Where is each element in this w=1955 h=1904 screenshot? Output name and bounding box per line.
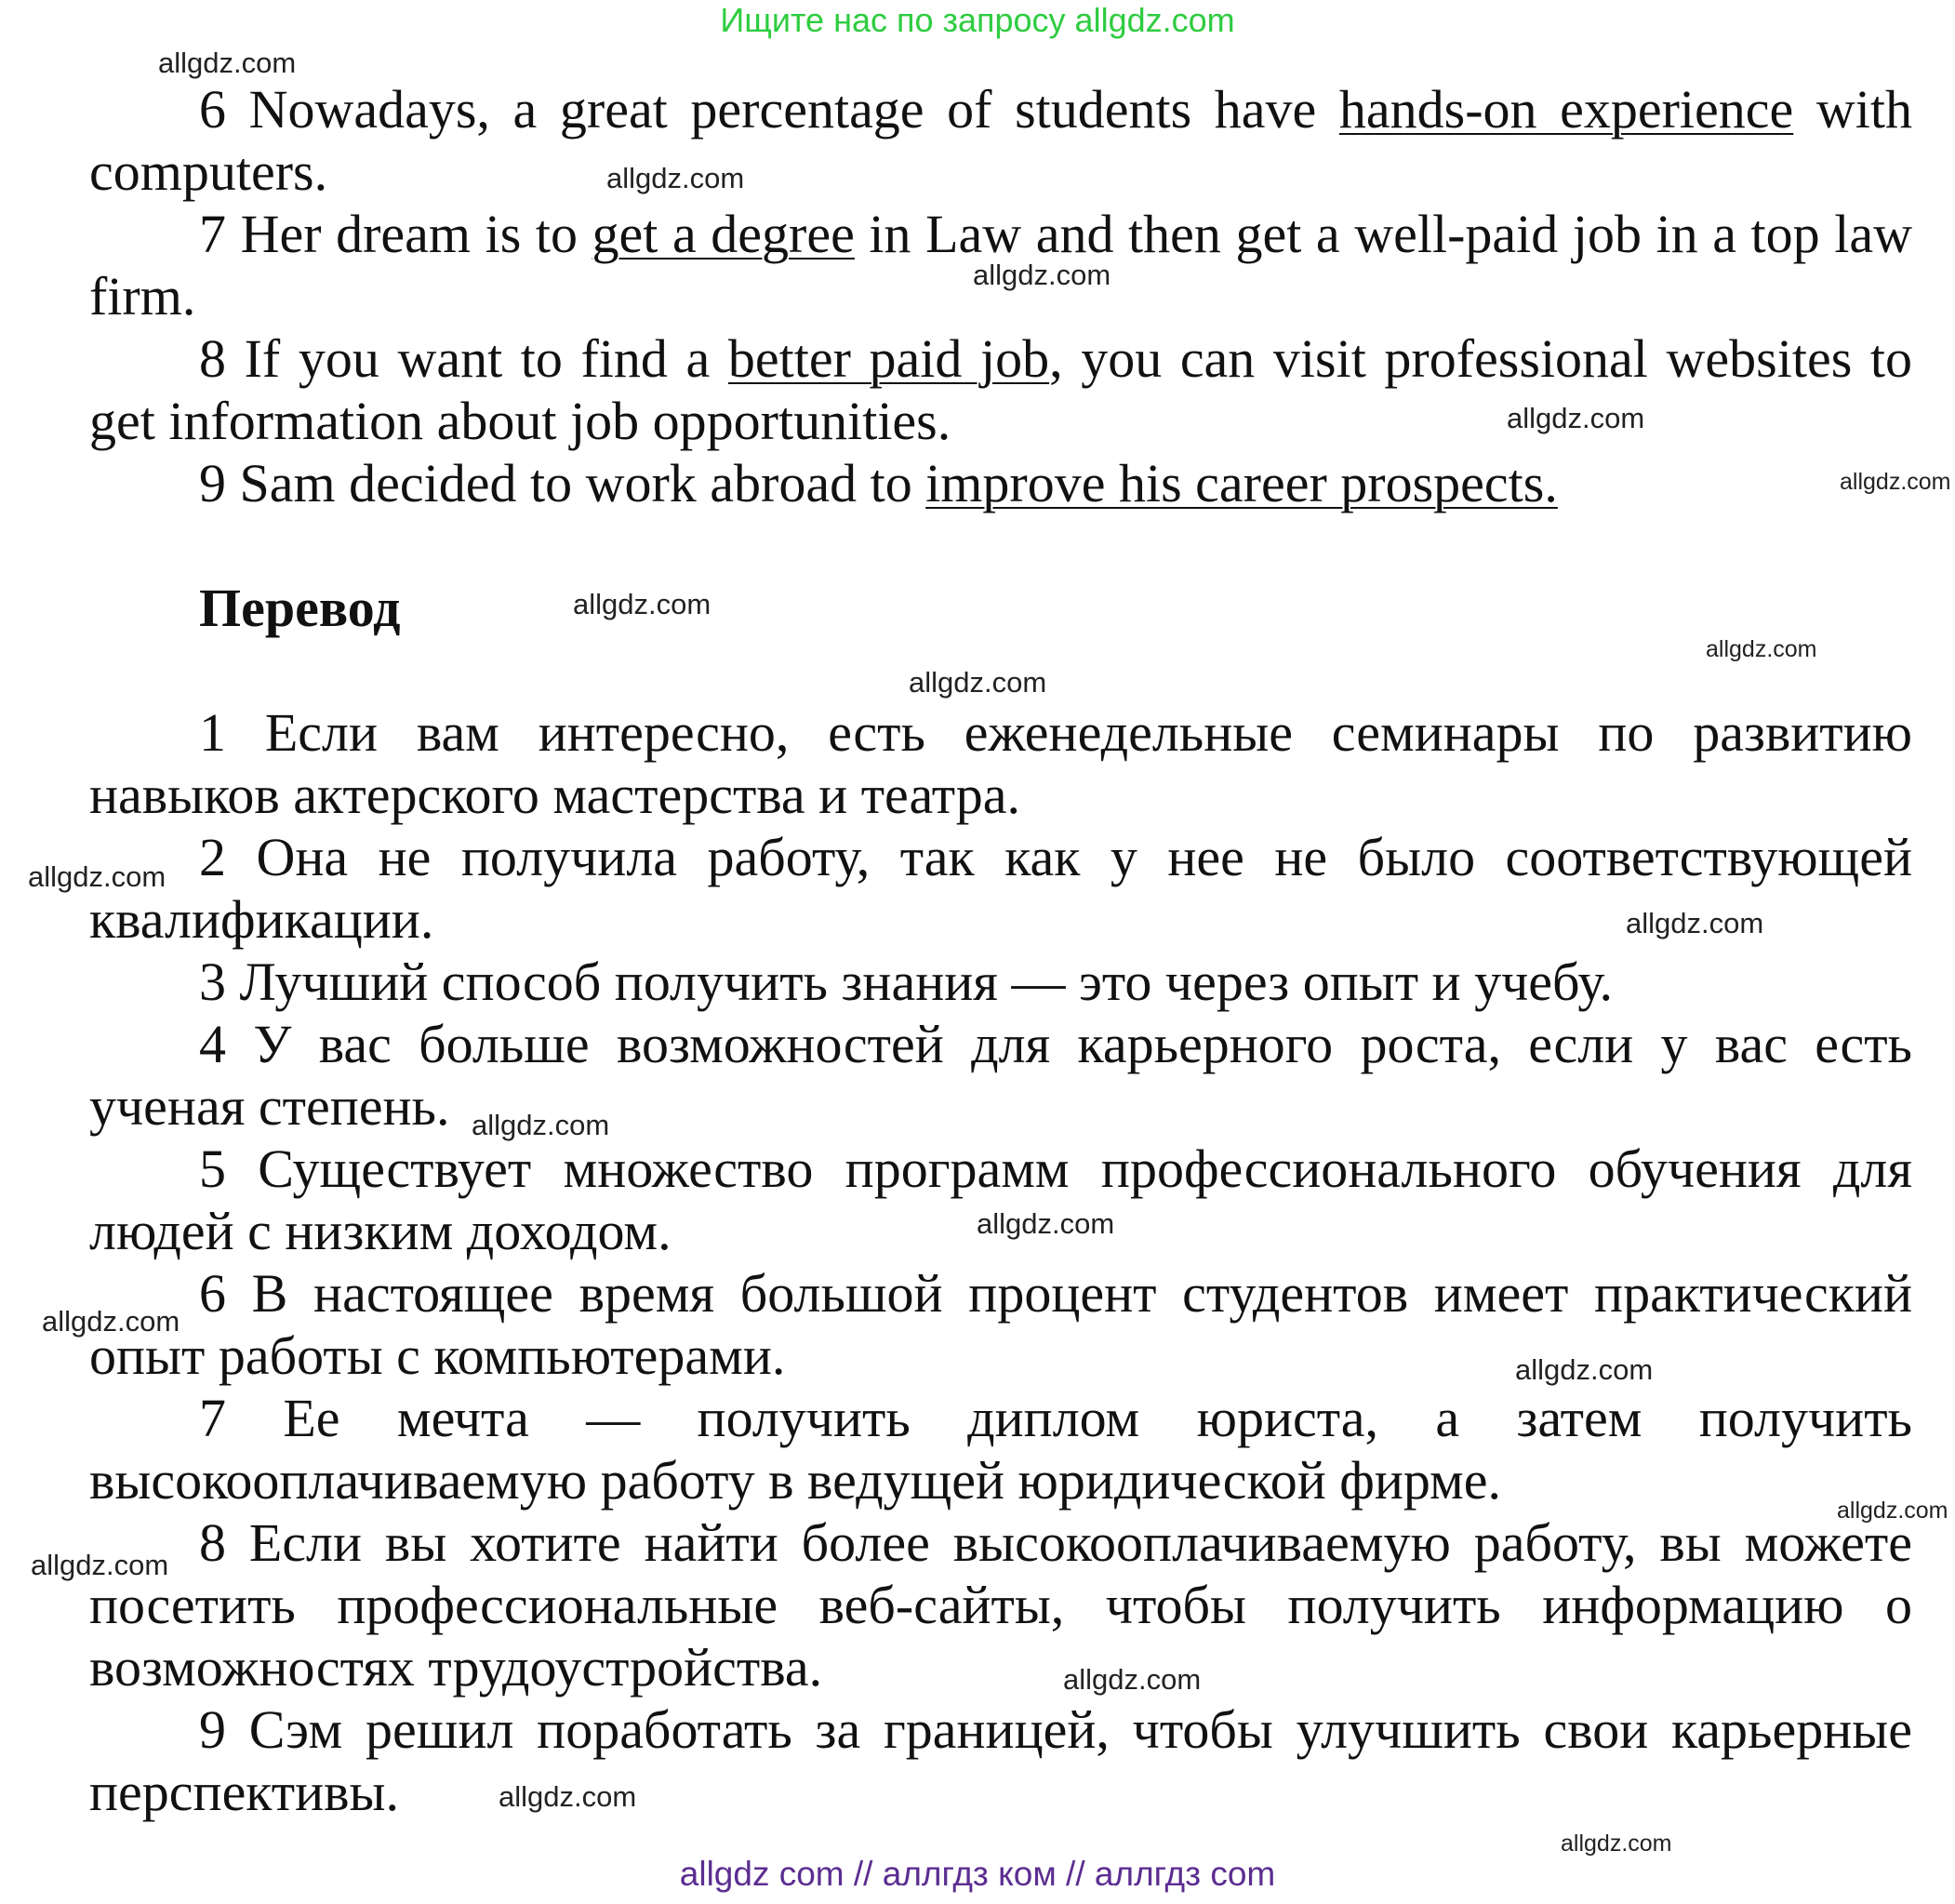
translation-sentence-7: 7 Ее мечта — получить диплом юриста, а затем получить высокооплачиваемую работу в ведущей юридической фирме. — [89, 1388, 1912, 1511]
watermark: allgdz.com — [909, 666, 1047, 699]
underlined-phrase: better paid job — [727, 328, 1050, 389]
watermark: allgdz.com — [28, 860, 166, 893]
bottom-banner-link[interactable]: allgdz com // аллгдз ком // аллгдз com — [679, 1855, 1276, 1893]
english-sentence-7: 7 Her dream is to get a degree in Law and then get a well-paid job in a top law firm. — [89, 204, 1912, 326]
watermark: allgdz.com — [42, 1305, 180, 1338]
document-body — [89, 78, 1912, 1823]
watermark: allgdz.com — [1507, 402, 1645, 434]
watermark: allgdz.com — [1515, 1353, 1654, 1386]
watermark: allgdz.com — [1561, 1831, 1672, 1857]
watermark: allgdz.com — [573, 588, 712, 620]
english-sentence-6: 6 Nowadays, a great percentage of students have hands-on experience with computers. — [89, 79, 1913, 202]
translation-sentence-6: 6 В настоящее время большой процент студентов имеет практический опыт работы с компьютерами. — [89, 1263, 1912, 1386]
watermark: allgdz.com — [158, 47, 297, 79]
translation-sentence-3: 3 Лучший способ получить знания — это через опыт и учебу. — [199, 952, 1614, 1012]
watermark: allgdz.com — [973, 259, 1111, 291]
translation-list — [89, 701, 1912, 1823]
watermark: allgdz.com — [977, 1207, 1115, 1240]
translation-sentence-5: 5 Существует множество программ профессионального обучения для людей с низким доходом. — [89, 1138, 1912, 1261]
watermark: allgdz.com — [1063, 1663, 1202, 1696]
underlined-phrase: hands-on experience — [1338, 79, 1794, 140]
watermark: allgdz.com — [499, 1780, 637, 1813]
watermark: allgdz.com — [31, 1549, 169, 1581]
bottom-banner — [0, 1854, 1955, 1895]
top-banner — [0, 0, 1955, 41]
top-banner-link[interactable]: Ищите нас по запросу allgdz.com — [720, 1, 1235, 39]
english-sentence-9: 9 Sam decided to work abroad to improve his career prospects. — [199, 453, 1558, 513]
translation-sentence-8: 8 Если вы хотите найти более высокооплачиваемую работу, вы можете посетить профессиональные веб-сайты, чтобы получить информацию о возможностях трудоустройства. — [89, 1512, 1912, 1698]
translation-sentence-4: 4 У вас больше возможностей для карьерного роста, если у вас есть ученая степень. — [89, 1014, 1912, 1137]
watermark: allgdz.com — [1706, 636, 1817, 662]
translation-sentence-9: 9 Сэм решил поработать за границей, чтобы улучшить свои карьерные перспективы. — [89, 1699, 1912, 1822]
english-sentence-8: 8 If you want to find a better paid job, you can visit professional websites to get information about job opportunities. — [89, 328, 1912, 451]
watermark: allgdz.com — [606, 162, 745, 194]
watermark: allgdz.com — [1837, 1498, 1948, 1524]
translation-sentence-1: 1 Если вам интересно, есть еженедельные семинары по развитию навыков актерского мастерства и театра. — [89, 702, 1912, 825]
watermark: allgdz.com — [472, 1109, 610, 1141]
underlined-phrase: get a degree — [592, 204, 855, 264]
watermark: allgdz.com — [1840, 469, 1951, 495]
section-heading: Перевод — [199, 578, 401, 638]
watermark: allgdz.com — [1626, 907, 1764, 939]
underlined-phrase: improve his career prospects. — [925, 453, 1558, 513]
translation-sentence-2: 2 Она не получила работу, так как у нее не было соответствующей квалификации. — [89, 827, 1912, 950]
